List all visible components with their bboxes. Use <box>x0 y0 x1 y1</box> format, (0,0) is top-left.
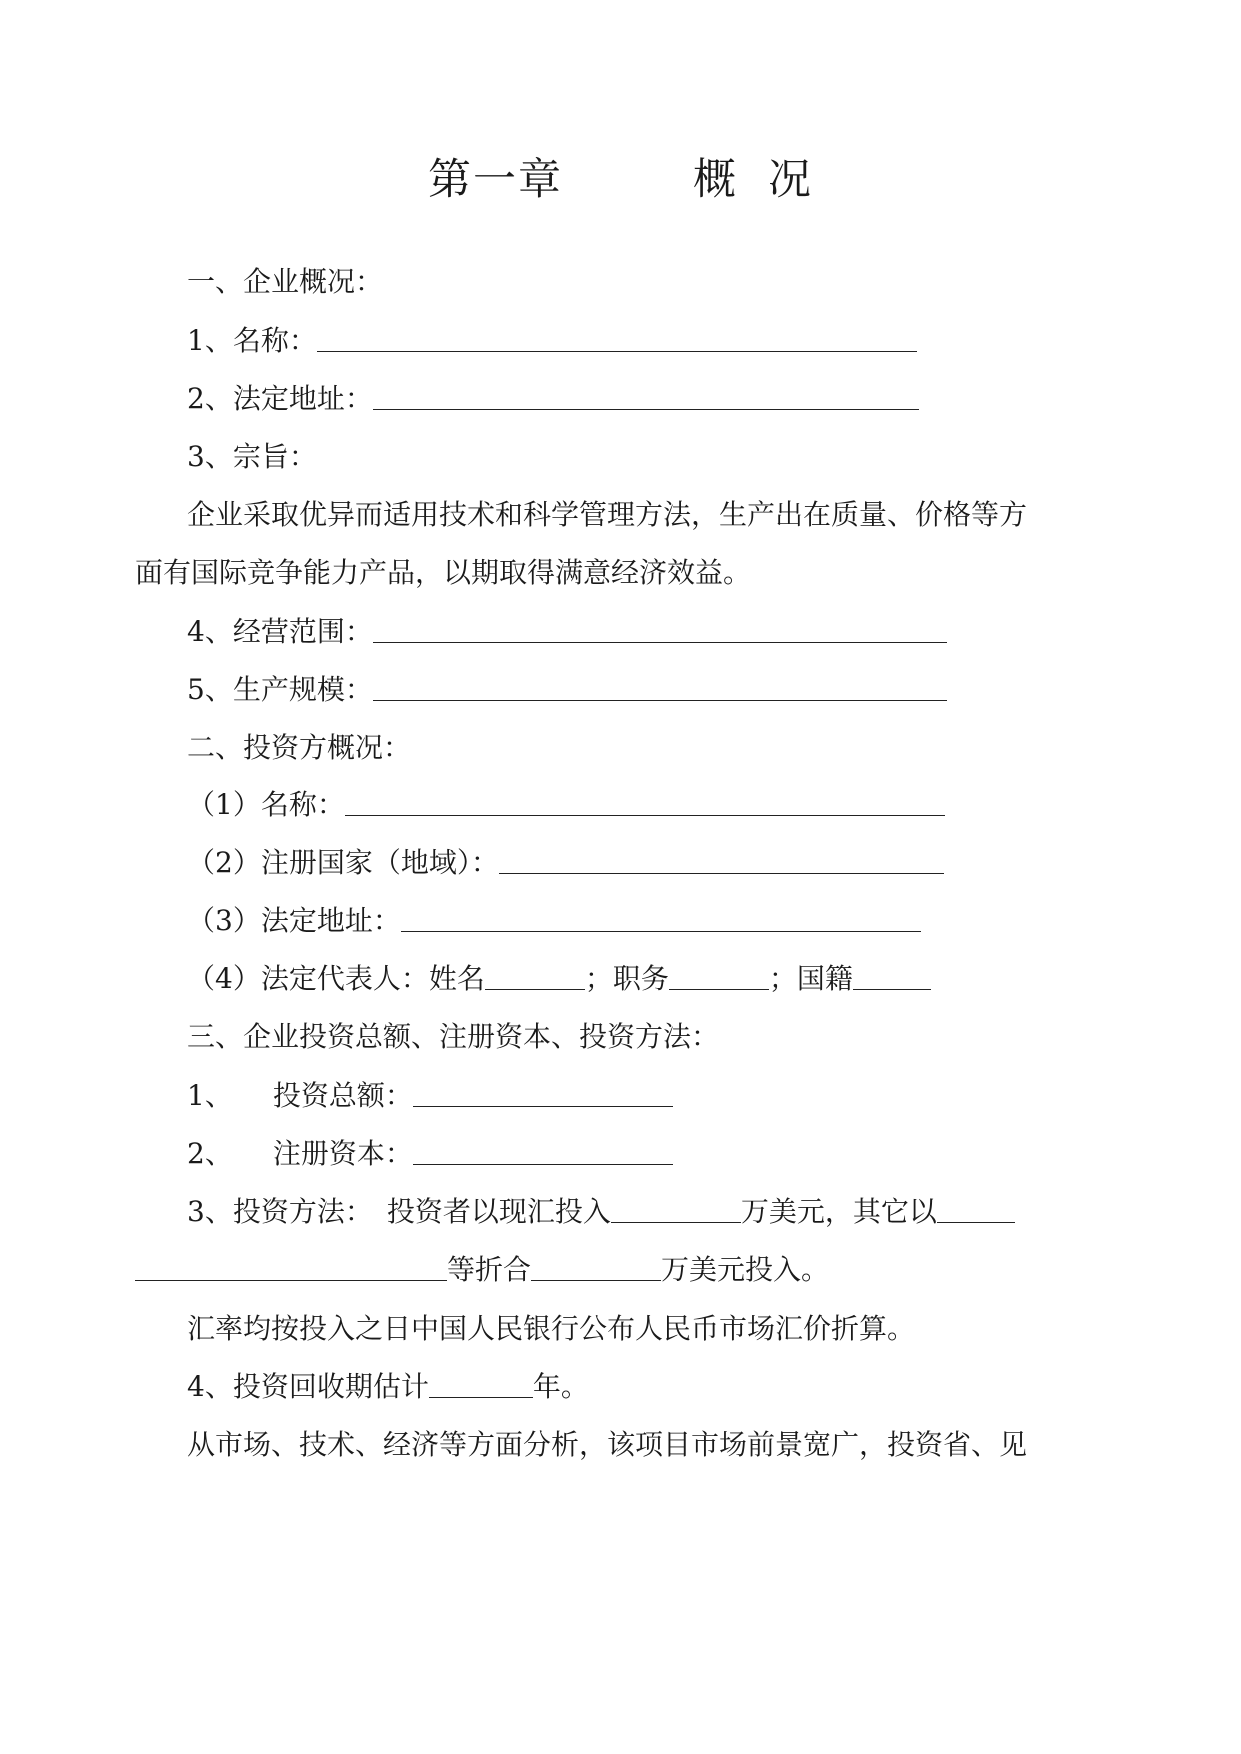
representative-name-blank[interactable] <box>485 959 585 990</box>
section-2-heading: 二、投资方概况： <box>187 731 412 764</box>
exchange-rate-note: 汇率均按投入之日中国人民银行公布人民币市场汇价折算。 <box>187 1312 916 1345</box>
purpose-label: 3、宗旨： <box>187 440 317 473</box>
total-investment-label: 投资总额： <box>272 1079 413 1112</box>
representative-nationality-blank[interactable] <box>853 959 931 990</box>
representative-position-label: ；职务 <box>584 962 669 995</box>
registered-capital-number: 2、 <box>187 1137 233 1170</box>
production-scale-row <box>187 670 947 710</box>
other-investment-blank-2[interactable] <box>135 1250 447 1281</box>
cash-investment-blank[interactable] <box>611 1192 741 1223</box>
representative-nationality-label: ；国籍 <box>768 962 853 995</box>
cash-investment-text: 投资者以现汇投入 <box>386 1195 611 1228</box>
section-1-heading: 一、企业概况： <box>187 265 384 298</box>
legal-representative-row <box>187 959 931 999</box>
chapter-title-char-1: 概 <box>693 155 738 205</box>
chapter-number: 第一章 <box>428 155 563 205</box>
business-scope-row <box>187 612 947 652</box>
total-investment-row <box>187 1076 673 1116</box>
investment-method-label: 3、投资方法： <box>187 1195 373 1228</box>
purpose-text-line-2: 面有国际竞争能力产品，以期取得满意经济效益。 <box>135 556 752 589</box>
company-name-label: 1、名称： <box>187 324 317 357</box>
investor-address-blank[interactable] <box>401 901 921 932</box>
total-investment-blank[interactable] <box>413 1076 673 1107</box>
investment-method-row <box>187 1192 1015 1232</box>
other-investment-blank-1[interactable] <box>937 1192 1015 1223</box>
analysis-text-line: 从市场、技术、经济等方面分析，该项目市场前景宽广，投资省、见 <box>187 1428 1028 1461</box>
investor-name-label: （1）名称： <box>187 788 345 821</box>
legal-address-label: 2、法定地址： <box>187 382 373 415</box>
payback-period-blank[interactable] <box>429 1367 533 1398</box>
investor-address-row <box>187 901 921 941</box>
investor-name-row <box>187 785 945 825</box>
legal-address-row <box>187 379 919 419</box>
registered-capital-label: 注册资本： <box>272 1137 413 1170</box>
registration-country-row <box>187 843 944 883</box>
equivalent-amount-blank[interactable] <box>531 1250 661 1281</box>
registered-capital-blank[interactable] <box>413 1134 673 1165</box>
chapter-title-char-2: 况 <box>768 155 813 205</box>
business-scope-blank[interactable] <box>373 612 947 643</box>
registered-capital-row <box>187 1134 673 1174</box>
company-name-blank[interactable] <box>317 321 917 352</box>
payback-period-row <box>187 1367 589 1407</box>
representative-position-blank[interactable] <box>669 959 769 990</box>
other-investment-text: 万美元，其它以 <box>740 1195 937 1228</box>
company-name-row <box>187 321 917 361</box>
investor-name-blank[interactable] <box>345 785 945 816</box>
business-scope-label: 4、经营范围： <box>187 615 373 648</box>
production-scale-blank[interactable] <box>373 670 947 701</box>
total-investment-number: 1、 <box>187 1079 233 1112</box>
registration-country-blank[interactable] <box>499 843 944 874</box>
investment-method-row-2 <box>135 1250 829 1290</box>
representative-name-label: （4）法定代表人：姓名 <box>187 962 485 995</box>
production-scale-label: 5、生产规模： <box>187 673 373 706</box>
payback-period-unit: 年。 <box>532 1370 589 1403</box>
equivalent-text: 等折合 <box>447 1253 532 1286</box>
usd-investment-text: 万美元投入。 <box>661 1253 830 1286</box>
registration-country-label: （2）注册国家（地域）： <box>187 846 499 879</box>
payback-period-label: 4、投资回收期估计 <box>187 1370 429 1403</box>
investor-address-label: （3）法定地址： <box>187 904 401 937</box>
purpose-text-line-1: 企业采取优异而适用技术和科学管理方法，生产出在质量、价格等方 <box>187 498 1028 531</box>
chapter-title <box>0 150 1241 210</box>
legal-address-blank[interactable] <box>373 379 919 410</box>
section-3-heading: 三、企业投资总额、注册资本、投资方法： <box>187 1020 720 1053</box>
